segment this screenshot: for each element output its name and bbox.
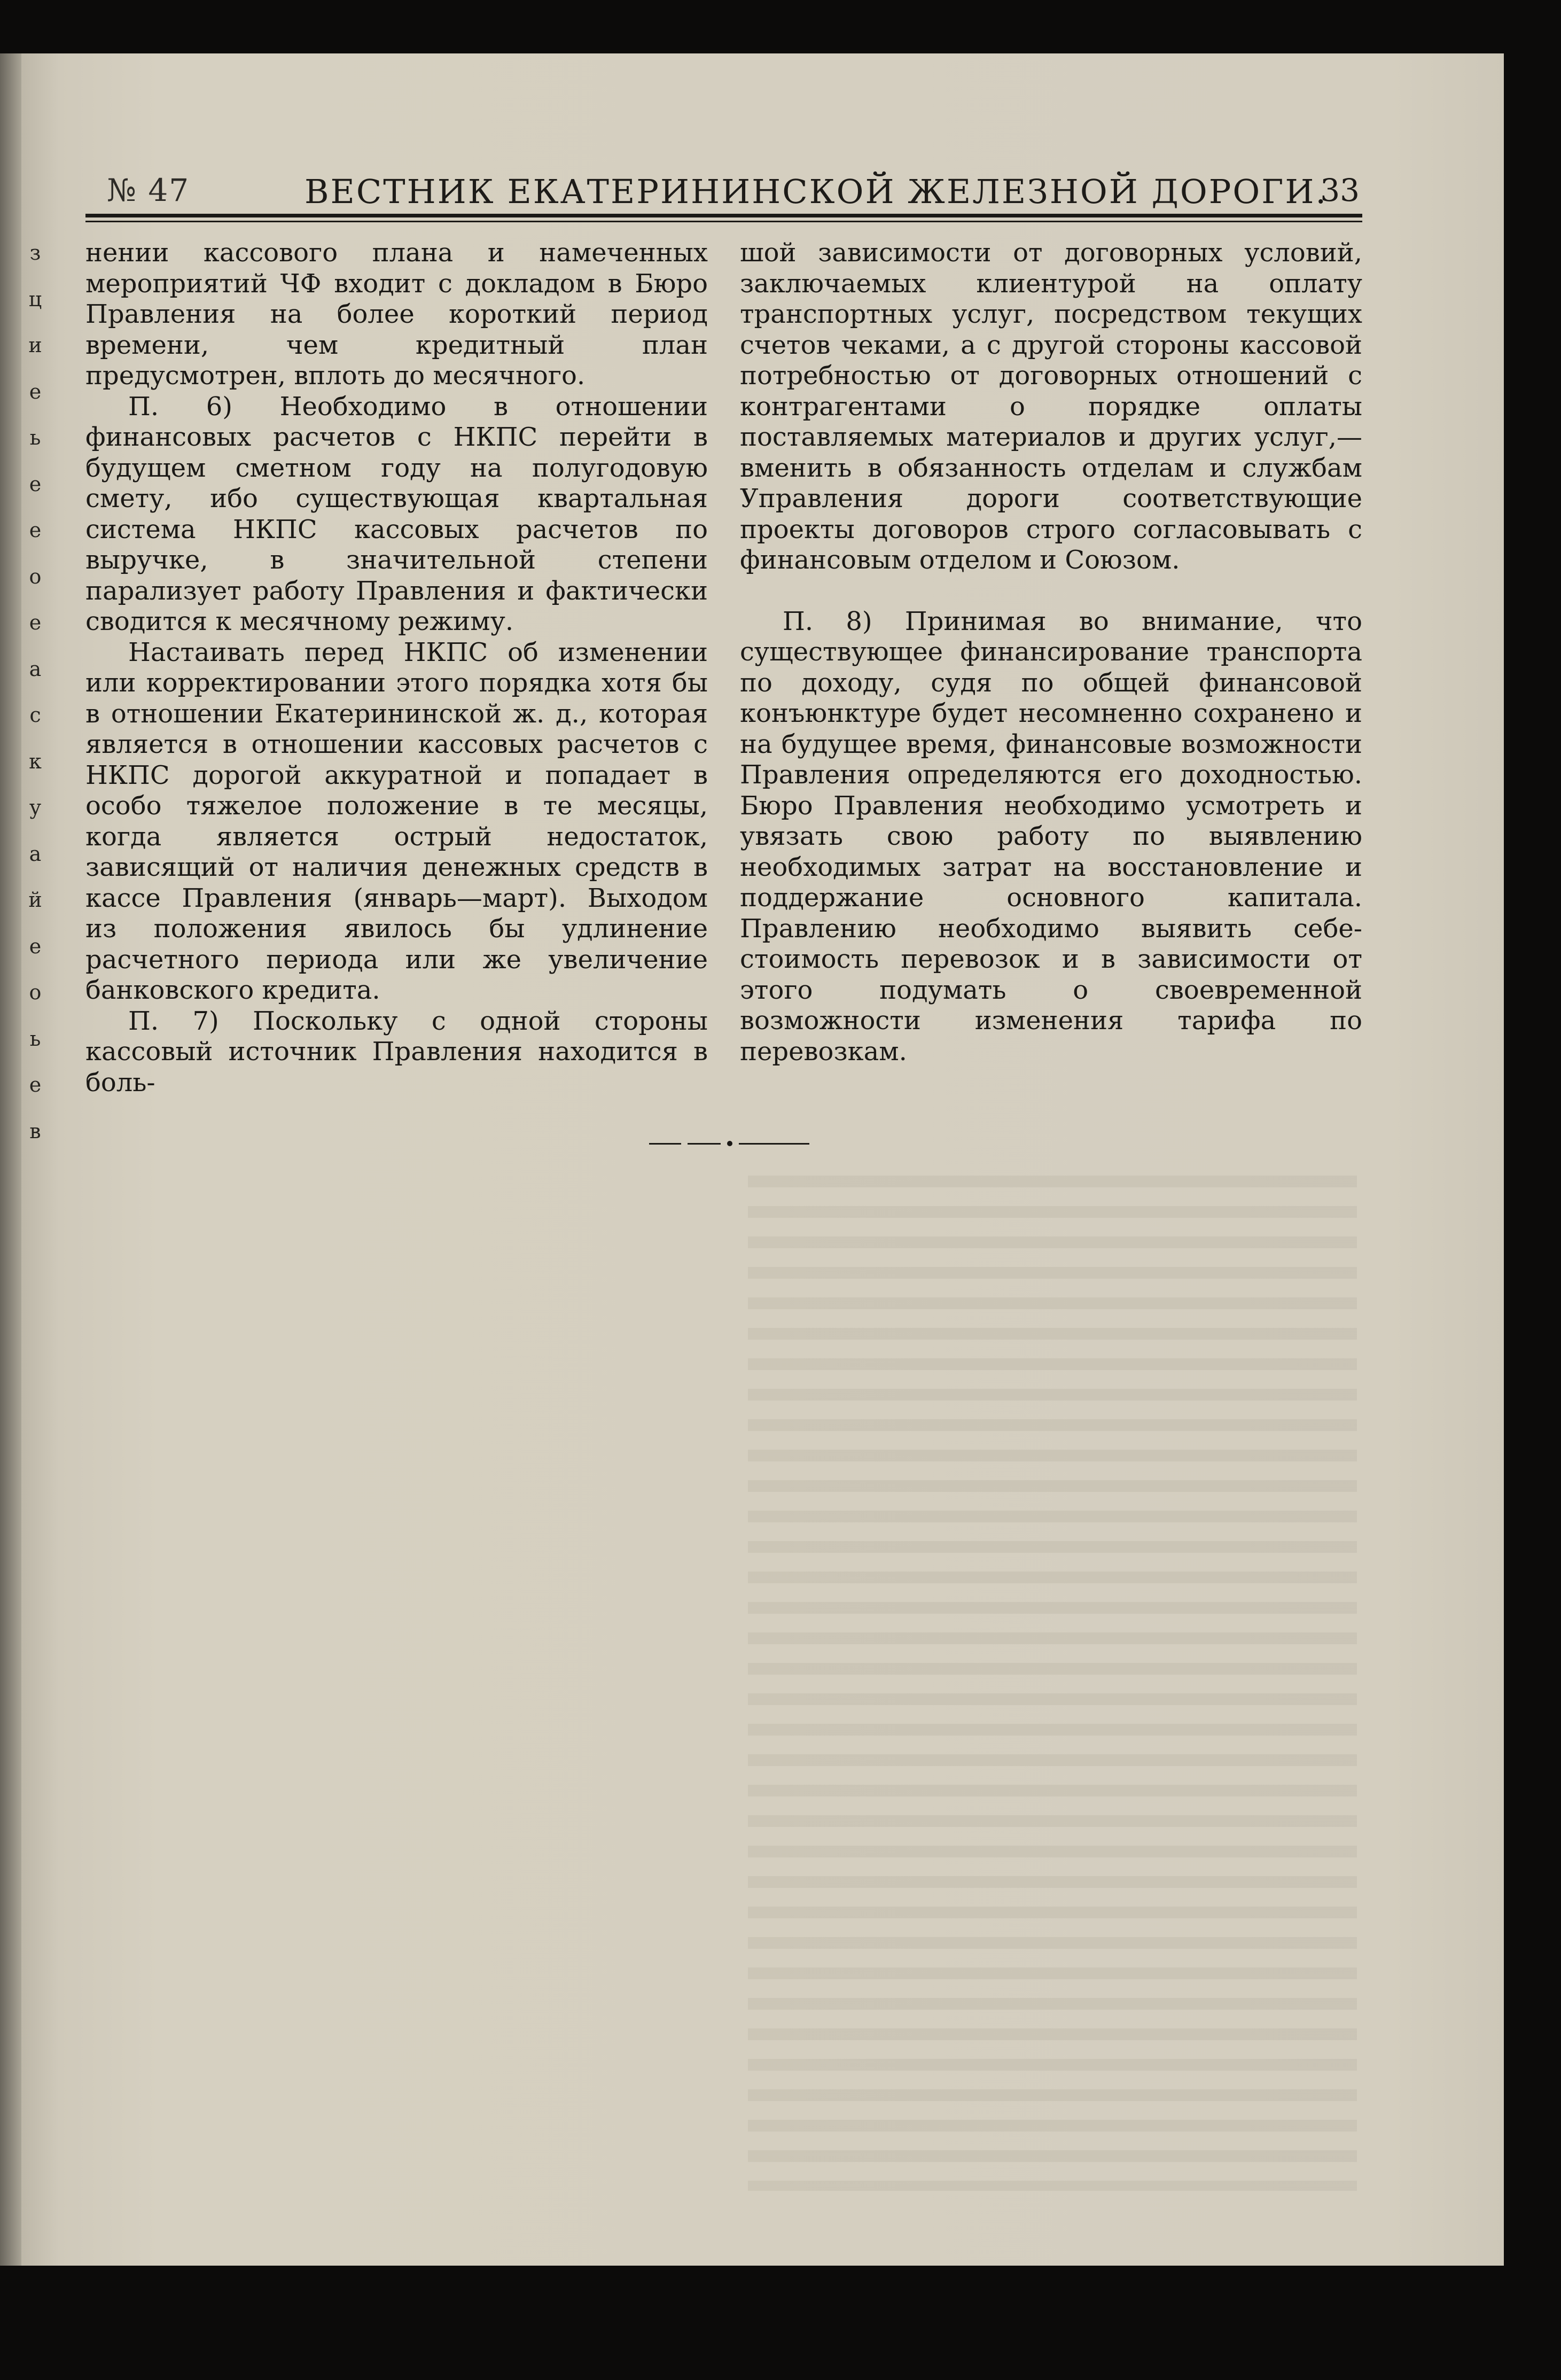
paragraph: нении кассового плана и намеченных мероприятий ЧФ входит с докладом в Бюро Правления на более короткий период времени, чем кредитный план предусмотрен, вплоть до месячного. — [85, 238, 708, 391]
bleed-through-text — [748, 1176, 1357, 2191]
margin-fragment: о — [29, 981, 42, 1004]
margin-fragment: ь — [29, 426, 41, 449]
margin-fragment: с — [29, 703, 41, 727]
adjacent-page-fragments — [24, 230, 47, 1154]
margin-fragment: о — [29, 564, 42, 588]
header-rule-thin — [85, 221, 1362, 222]
paragraph: Настаивать перед НКПС об изменении или корректировании этого порядка хотя бы в отношении Екатерининской ж. д., которая является в отношении кассовых расчетов с НКПС дорогой аккуратной и попадает в особо тяжелое положение в те месяцы, когда является острый недостаток, зависящий от наличия денежных средств в кассе Правления (январь—март). Выходом из положения явилось бы удлинение расчетного периода или же увеличение банковского кредита. — [85, 637, 708, 1005]
margin-fragment: а — [29, 842, 42, 866]
paragraph: П. 8) Принимая во внимание, что существующее финансирование транспорта по доходу, судя по общей финансовой конъюнктуре будет несомненно сохранено и на будущее время, финансовые возможности Правления определяются его доходностью. Бюро Правления необходимо усмотреть и увязать свою работу по выявлению необходимых затрат на восстановление и поддержание основного капитала. Правлению необходимо выявить себе-стоимость перевозок и в зависимости от этого подумать о своевременной возможности изменения тарифа по перевозкам. — [740, 606, 1362, 1067]
book-spine — [0, 53, 21, 2266]
running-header — [91, 172, 1365, 216]
journal-title: ВЕСТНИК ЕКАТЕРИНИНСКОЙ ЖЕЛЕЗНОЙ ДОРОГИ. — [305, 172, 1328, 211]
page-number: 33 — [1320, 172, 1360, 208]
margin-fragment: ь — [29, 1026, 41, 1051]
margin-fragment: и — [28, 333, 42, 357]
margin-fragment: к — [29, 749, 42, 773]
paragraph: П. 7) Поскольку с одной стороны кассовый источник Правления находится в боль- — [85, 1006, 708, 1098]
margin-fragment: е — [29, 472, 42, 496]
margin-fragment: з — [29, 241, 41, 265]
right-text-column — [740, 238, 1362, 1067]
paragraph: шой зависимости от договорных условий, заключаемых клиентурой на оплату транспортных услуг, посредством текущих счетов чеками, а с другой стороны кассовой потребностью от договорных отношений с контрагентами о порядке оплаты поставляемых материалов и других услуг,—вменить в обязанность отделам и службам Управления дороги соответствующие проекты договоров строго согласовывать с финансовым отделом и Союзом. — [740, 238, 1362, 575]
margin-fragment: е — [29, 611, 42, 634]
margin-fragment: й — [28, 888, 42, 912]
paragraph: П. 6) Необходимо в отношении финансовых расчетов с НКПС перейти в будущем сметном году на полугодовую смету, ибо существующая квартальная система НКПС кассовых расчетов по выручке, в значительной степени парализует работу Правления и фактически сводится к месячному режиму. — [85, 391, 708, 636]
section-divider — [649, 1138, 809, 1149]
margin-fragment: в — [29, 1119, 41, 1143]
margin-fragment: у — [29, 796, 42, 819]
left-text-column — [85, 238, 708, 1098]
margin-fragment: ц — [28, 287, 42, 311]
header-rule-thick — [85, 214, 1362, 217]
issue-number: № 47 — [107, 172, 190, 208]
margin-fragment: а — [29, 657, 42, 681]
journal-page — [0, 53, 1504, 2266]
margin-fragment: е — [29, 934, 42, 958]
margin-fragment: е — [29, 1073, 42, 1096]
margin-fragment: е — [29, 379, 42, 403]
margin-fragment: е — [29, 518, 42, 542]
